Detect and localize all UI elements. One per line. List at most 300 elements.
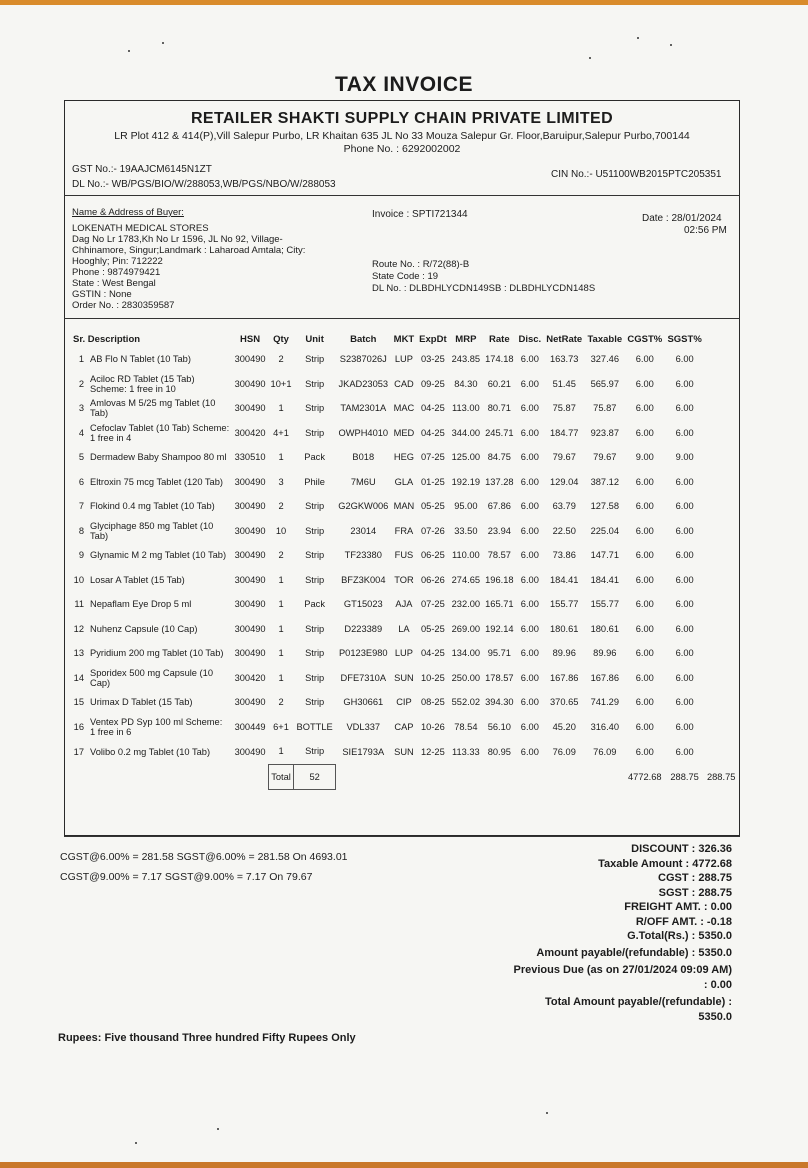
cell-mkt: HEG — [393, 452, 415, 463]
cell-taxable: 180.61 — [590, 623, 619, 634]
cell-qty: 1 — [278, 574, 284, 585]
cell-hsn: 300490 — [234, 501, 266, 512]
amount-payable: Amount payable/(refundable) : 5350.0 — [536, 946, 732, 959]
cell-hsn: 300490 — [234, 623, 266, 634]
column-header: MRP — [455, 333, 477, 345]
cell-cgst: 6.00 — [635, 378, 654, 389]
cell-mrp: 232.00 — [451, 599, 481, 610]
cell-net: 75.87 — [552, 403, 576, 414]
cell-exp: 10-26 — [421, 721, 445, 732]
cell-exp: 07-25 — [421, 452, 445, 463]
table-row — [66, 494, 738, 519]
cell-taxable: 923.87 — [590, 427, 619, 438]
cell-description: Volibo 0.2 mg Tablet (10 Tab) — [90, 746, 211, 757]
cell-mrp: 125.00 — [451, 452, 481, 463]
cell-unit: Phile — [304, 476, 325, 487]
cell-net: 89.96 — [552, 648, 576, 659]
amount-in-words: Rupees: Five thousand Three hundred Fifty Rupees Only — [58, 1032, 356, 1044]
sgst-total: SGST : 288.75 — [658, 886, 732, 899]
cell-hsn: 300490 — [234, 550, 266, 561]
cell-mkt: TOR — [394, 574, 414, 585]
cell-unit: Strip — [305, 403, 325, 414]
cell-unit: Pack — [304, 452, 325, 463]
cell-rate: 60.21 — [487, 378, 511, 389]
cell-mkt: LUP — [394, 648, 413, 659]
cell-net: 184.41 — [550, 574, 579, 585]
cell-sr: 16 — [73, 721, 84, 732]
cell-unit: Strip — [305, 697, 325, 708]
column-header: Qty — [273, 333, 289, 345]
cell-mkt: MAC — [393, 403, 415, 414]
cell-mrp: 243.85 — [451, 354, 481, 365]
cell-cgst: 9.00 — [635, 452, 654, 463]
buyer-address-line: Dag No Lr 1783,Kh No Lr 1596, JL No 92, Village- — [72, 234, 283, 245]
dl-license: DL No. : DLBDHLYCDN149SB : DLBDHLYCDN148S — [372, 283, 596, 294]
table-row — [66, 641, 738, 666]
cell-mkt: SUN — [394, 672, 414, 683]
order-number: Order No. : 2830359587 — [72, 300, 175, 311]
gst-number: GST No.:- 19AAJCM6145N1ZT — [72, 164, 212, 175]
table-row — [66, 519, 738, 544]
cell-hsn: 300449 — [234, 721, 266, 732]
cell-hsn: 330510 — [234, 452, 266, 463]
buyer-phone: Phone : 9874979421 — [72, 267, 161, 278]
cell-cgst: 6.00 — [635, 550, 654, 561]
cell-batch: BFZ3K004 — [341, 574, 386, 585]
summary-block — [512, 842, 732, 1024]
cell-hsn: 300490 — [234, 599, 266, 610]
cell-sgst: 6.00 — [675, 648, 694, 659]
divider — [64, 836, 740, 837]
freight-amount: FREIGHT AMT. : 0.00 — [624, 901, 732, 913]
cell-cgst: 6.00 — [635, 721, 654, 732]
cell-sr: 10 — [73, 574, 84, 585]
cell-batch: S2387026J — [339, 354, 387, 365]
column-header: Batch — [350, 333, 377, 345]
cell-sr: 8 — [78, 525, 84, 536]
round-off: R/OFF AMT. : -0.18 — [635, 915, 732, 928]
table-row — [66, 739, 738, 764]
cell-rate: 78.57 — [487, 550, 511, 561]
cell-net: 167.86 — [550, 672, 579, 683]
cell-description: Glynamic M 2 mg Tablet (10 Tab) — [90, 550, 227, 561]
cell-qty: 3 — [278, 476, 284, 487]
cell-rate: 95.71 — [487, 648, 511, 659]
cell-hsn: 300490 — [234, 476, 266, 487]
cell-rate: 84.75 — [487, 452, 511, 463]
buyer-heading: Name & Address of Buyer: — [72, 207, 184, 218]
cell-sgst: 6.00 — [675, 476, 694, 487]
cell-rate: 245.71 — [485, 427, 514, 438]
cell-sr: 9 — [78, 550, 84, 561]
cell-qty: 1 — [278, 599, 284, 610]
cell-disc: 6.00 — [520, 354, 539, 365]
cell-sr: 6 — [78, 476, 84, 487]
column-header: SGST% — [667, 333, 702, 345]
cell-qty: 1 — [278, 403, 284, 414]
table-row — [66, 617, 738, 642]
cell-mrp: 95.00 — [454, 501, 478, 512]
cell-exp: 06-25 — [421, 550, 445, 561]
cell-unit: Strip — [305, 427, 325, 438]
cell-exp: 06-26 — [421, 574, 445, 585]
cell-disc: 6.00 — [520, 599, 539, 610]
cell-batch: GT15023 — [343, 599, 383, 610]
cell-net: 129.04 — [550, 476, 579, 487]
cell-description: Dermadew Baby Shampoo 80 ml — [90, 452, 227, 463]
cell-disc: 6.00 — [520, 672, 539, 683]
speck — [637, 37, 639, 39]
cell-net: 63.79 — [552, 501, 576, 512]
cell-cgst: 6.00 — [635, 697, 654, 708]
cell-batch: VDL337 — [346, 721, 381, 732]
total-label: Total — [268, 764, 294, 790]
cell-sr: 11 — [74, 599, 84, 610]
cell-qty: 1 — [278, 672, 284, 683]
cell-rate: 178.57 — [485, 672, 514, 683]
table-row — [66, 470, 738, 495]
speck — [670, 44, 672, 46]
document-title: TAX INVOICE — [334, 73, 474, 96]
taxable-amount: Taxable Amount : 4772.68 — [598, 857, 732, 870]
cell-disc: 6.00 — [520, 623, 539, 634]
column-header: NetRate — [546, 333, 583, 345]
cell-disc: 6.00 — [520, 746, 539, 757]
total-taxable: 4772.68 — [627, 771, 662, 782]
dl-number: DL No.:- WB/PGS/BIO/W/288053,WB/PGS/NBO/W/288053 — [72, 179, 336, 190]
cell-mrp: 274.65 — [451, 574, 481, 585]
column-header: Sr. Description — [73, 333, 141, 345]
divider — [64, 318, 740, 319]
items-table — [66, 331, 738, 790]
cell-exp: 07-25 — [421, 599, 445, 610]
cell-unit: Strip — [305, 354, 325, 365]
cell-mkt: MED — [393, 427, 415, 438]
cell-qty: 1 — [278, 746, 284, 757]
cell-disc: 6.00 — [520, 378, 539, 389]
cell-sgst: 6.00 — [675, 599, 694, 610]
cell-cgst: 6.00 — [635, 746, 654, 757]
cell-sgst: 6.00 — [675, 697, 694, 708]
cell-net: 180.61 — [550, 623, 579, 634]
cell-sr: 1 — [78, 354, 84, 365]
cell-taxable: 184.41 — [590, 574, 619, 585]
cell-mkt: CAP — [394, 721, 414, 732]
cell-rate: 80.71 — [487, 403, 511, 414]
cell-qty: 2 — [278, 354, 284, 365]
cell-cgst: 6.00 — [635, 403, 654, 414]
speck — [589, 57, 591, 59]
cell-cgst: 6.00 — [635, 525, 654, 536]
cell-batch: TAM2301A — [340, 403, 387, 414]
cell-rate: 137.28 — [485, 476, 514, 487]
cell-mrp: 250.00 — [451, 672, 481, 683]
cell-sr: 2 — [78, 378, 84, 389]
table-row — [66, 543, 738, 568]
cell-disc: 6.00 — [520, 452, 539, 463]
invoice-time: 02:56 PM — [684, 225, 727, 236]
cell-taxable: 167.86 — [590, 672, 619, 683]
cell-mrp: 113.33 — [451, 746, 480, 757]
cell-disc: 6.00 — [520, 501, 539, 512]
cell-qty: 10+1 — [270, 378, 292, 389]
company-address: LR Plot 412 & 414(P),Vill Salepur Purbo, LR Khaitan 635 JL No 33 Mouza Salepur Gr. Floor,Baruipur,Salepur Purbo,700144 — [114, 130, 690, 142]
cell-disc: 6.00 — [520, 574, 539, 585]
cell-net: 163.73 — [550, 354, 579, 365]
cell-mkt: CAD — [394, 378, 414, 389]
cell-batch: P0123E980 — [338, 648, 388, 659]
cell-batch: OWPH4010 — [338, 427, 389, 438]
cell-sgst: 6.00 — [675, 378, 694, 389]
cell-description: Urimax D Tablet (15 Tab) — [90, 697, 193, 708]
cell-unit: Strip — [305, 672, 325, 683]
cell-cgst: 6.00 — [635, 501, 654, 512]
cell-disc: 6.00 — [520, 721, 539, 732]
cell-mkt: AJA — [395, 599, 413, 610]
cell-description: Eltroxin 75 mcg Tablet (120 Tab) — [90, 476, 223, 487]
cell-disc: 6.00 — [520, 403, 539, 414]
cell-qty: 2 — [278, 550, 284, 561]
grand-total: G.Total(Rs.) : 5350.0 — [627, 930, 732, 942]
cell-taxable: 565.97 — [590, 378, 619, 389]
cell-mkt: GLA — [394, 476, 414, 487]
cell-sgst: 6.00 — [675, 354, 694, 365]
cell-taxable: 225.04 — [590, 525, 619, 536]
cell-description: Aciloc RD Tablet (15 Tab) Scheme: 1 free in 10 — [90, 373, 195, 394]
cell-batch: 23014 — [350, 525, 377, 536]
cell-exp: 09-25 — [421, 378, 445, 389]
cell-batch: SIE1793A — [342, 746, 385, 757]
cell-net: 370.65 — [550, 697, 579, 708]
cell-sgst: 6.00 — [675, 403, 694, 414]
cell-description: Nepaflam Eye Drop 5 ml — [90, 599, 192, 610]
cell-unit: Strip — [305, 501, 325, 512]
cell-mkt: LA — [398, 623, 410, 634]
table-row — [66, 372, 738, 397]
speck — [135, 1142, 137, 1144]
cell-net: 51.45 — [552, 378, 576, 389]
cell-exp: 01-25 — [421, 476, 445, 487]
speck — [217, 1128, 219, 1130]
cell-cgst: 6.00 — [635, 574, 654, 585]
invoice-date: Date : 28/01/2024 — [642, 213, 722, 224]
cell-disc: 6.00 — [520, 697, 539, 708]
cell-sgst: 6.00 — [675, 550, 694, 561]
cell-taxable: 76.09 — [593, 746, 617, 757]
cell-taxable: 79.67 — [593, 452, 617, 463]
cell-hsn: 300490 — [234, 574, 266, 585]
total-qty: 52 — [294, 764, 335, 790]
company-name: RETAILER SHAKTI SUPPLY CHAIN PRIVATE LIMITED — [190, 110, 614, 127]
cell-qty: 4+1 — [273, 427, 289, 438]
cell-qty: 1 — [278, 623, 284, 634]
cell-rate: 192.14 — [485, 623, 514, 634]
cell-cgst: 6.00 — [635, 648, 654, 659]
cell-mrp: 33.50 — [454, 525, 478, 536]
table-row — [66, 666, 738, 691]
cell-cgst: 6.00 — [635, 427, 654, 438]
top-edge — [0, 0, 808, 5]
cell-exp: 03-25 — [421, 354, 445, 365]
cell-description: Flokind 0.4 mg Tablet (10 Tab) — [90, 501, 215, 512]
speck — [162, 42, 164, 44]
cell-exp: 07-26 — [421, 525, 445, 536]
totals-row — [66, 764, 738, 790]
column-header: CGST% — [627, 333, 663, 345]
cell-batch: TF23380 — [344, 550, 382, 561]
cell-qty: 6+1 — [273, 721, 289, 732]
cell-sr: 12 — [73, 623, 84, 634]
column-header: Disc. — [518, 333, 542, 345]
cell-unit: Strip — [305, 648, 325, 659]
cell-cgst: 6.00 — [635, 354, 654, 365]
cell-batch: D223389 — [344, 623, 383, 634]
table-row — [66, 592, 738, 617]
buyer-address-line: Chhinamore, Singur;Landmark : Laharoad Amtala; City: — [72, 245, 306, 256]
cell-sgst: 6.00 — [675, 672, 694, 683]
cell-taxable: 327.46 — [590, 354, 619, 365]
column-header: Taxable — [587, 333, 623, 345]
cell-cgst: 6.00 — [635, 672, 654, 683]
cell-batch: B018 — [352, 452, 375, 463]
cell-mkt: FUS — [394, 550, 414, 561]
cell-batch: 7M6U — [350, 476, 376, 487]
cell-qty: 1 — [278, 452, 284, 463]
invoice-number: Invoice : SPTI721344 — [372, 209, 468, 220]
route-number: Route No. : R/72(88)-B — [372, 259, 470, 270]
cell-exp: 12-25 — [421, 746, 445, 757]
cell-net: 79.67 — [552, 452, 576, 463]
discount: DISCOUNT : 326.36 — [631, 843, 732, 855]
cell-taxable: 741.29 — [590, 697, 619, 708]
cell-mrp: 344.00 — [451, 427, 481, 438]
cell-hsn: 300420 — [234, 672, 266, 683]
cell-rate: 56.10 — [487, 721, 511, 732]
cin-number: CIN No.:- U51100WB2015PTC205351 — [551, 169, 722, 180]
cell-rate: 67.86 — [487, 501, 511, 512]
speck — [546, 1112, 548, 1114]
column-header: HSN — [240, 333, 261, 345]
cell-mkt: MAN — [393, 501, 415, 512]
cell-unit: Strip — [305, 746, 325, 757]
cell-hsn: 300490 — [234, 697, 266, 708]
cell-mrp: 134.00 — [451, 648, 481, 659]
table-row — [66, 396, 738, 421]
cell-rate: 174.18 — [485, 354, 514, 365]
cell-unit: Pack — [304, 599, 325, 610]
cell-sgst: 9.00 — [675, 452, 694, 463]
cell-mkt: FRA — [394, 525, 414, 536]
cell-sgst: 6.00 — [675, 427, 694, 438]
cell-exp: 10-25 — [421, 672, 445, 683]
cell-taxable: 155.77 — [590, 599, 619, 610]
cell-unit: Strip — [305, 378, 325, 389]
cell-taxable: 147.71 — [590, 550, 619, 561]
cell-taxable: 387.12 — [590, 476, 619, 487]
table-row — [66, 690, 738, 715]
cell-sgst: 6.00 — [675, 623, 694, 634]
cell-qty: 2 — [278, 697, 284, 708]
cell-batch: G2GKW006 — [338, 501, 389, 512]
cell-hsn: 300490 — [234, 648, 266, 659]
cell-rate: 80.95 — [487, 746, 511, 757]
cell-disc: 6.00 — [520, 648, 539, 659]
table-header-row — [66, 331, 738, 347]
cell-description: Ventex PD Syp 100 ml Scheme: 1 free in 6 — [90, 716, 223, 737]
cell-unit: BOTTLE — [296, 721, 333, 732]
cell-mrp: 269.00 — [451, 623, 481, 634]
cell-mkt: SUN — [394, 746, 414, 757]
table-row — [66, 568, 738, 593]
cell-exp: 04-25 — [421, 648, 445, 659]
cell-hsn: 300490 — [234, 525, 266, 536]
cell-qty: 1 — [278, 648, 284, 659]
cell-mkt: LUP — [394, 354, 413, 365]
divider — [64, 195, 740, 196]
cell-cgst: 6.00 — [635, 599, 654, 610]
cell-sr: 13 — [73, 648, 84, 659]
cell-mkt: CIP — [396, 697, 412, 708]
table-row — [66, 347, 738, 372]
cell-rate: 394.30 — [485, 697, 514, 708]
cell-disc: 6.00 — [520, 525, 539, 536]
cell-net: 45.20 — [552, 721, 576, 732]
cell-description: Losar A Tablet (15 Tab) — [90, 574, 185, 585]
cell-sr: 15 — [73, 697, 84, 708]
cell-sgst: 6.00 — [675, 525, 694, 536]
cell-sr: 4 — [78, 427, 84, 438]
cell-taxable: 75.87 — [593, 403, 617, 414]
cell-hsn: 300420 — [234, 427, 266, 438]
cell-batch: GH30661 — [343, 697, 384, 708]
table-row — [66, 715, 738, 740]
buyer-name: LOKENATH MEDICAL STORES — [72, 223, 209, 234]
cell-sgst: 6.00 — [675, 501, 694, 512]
cell-rate: 165.71 — [485, 599, 514, 610]
cell-sr: 17 — [73, 746, 84, 757]
speck — [128, 50, 130, 52]
cell-net: 155.77 — [550, 599, 579, 610]
cell-rate: 23.94 — [487, 525, 511, 536]
buyer-state: State : West Bengal — [72, 278, 156, 289]
column-header: MKT — [393, 333, 415, 345]
buyer-address-line: Hooghly; Pin: 712222 — [72, 256, 163, 267]
total-amount-payable: Total Amount payable/(refundable) : 5350.0 — [544, 996, 732, 1023]
cell-mrp: 78.54 — [454, 721, 478, 732]
cell-hsn: 300490 — [234, 403, 266, 414]
cell-description: Nuhenz Capsule (10 Cap) — [90, 623, 198, 634]
cell-disc: 6.00 — [520, 427, 539, 438]
cell-mrp: 84.30 — [454, 378, 478, 389]
cell-disc: 6.00 — [520, 550, 539, 561]
cell-cgst: 6.00 — [635, 623, 654, 634]
cell-description: Amlovas M 5/25 mg Tablet (10 Tab) — [90, 398, 216, 419]
cell-exp: 05-25 — [421, 623, 445, 634]
total-sgst: 288.75 — [706, 771, 736, 782]
cell-exp: 04-25 — [421, 403, 445, 414]
cell-sgst: 6.00 — [675, 721, 694, 732]
cell-exp: 08-25 — [421, 697, 445, 708]
total-cgst: 288.75 — [670, 771, 699, 782]
column-header: Rate — [489, 333, 510, 345]
table-row — [66, 421, 738, 446]
previous-due: Previous Due (as on 27/01/2024 09:09 AM) : 0.00 — [513, 964, 732, 991]
cell-unit: Strip — [305, 550, 325, 561]
cell-description: Glyciphage 850 mg Tablet (10 Tab) — [90, 520, 214, 541]
cell-exp: 05-25 — [421, 501, 445, 512]
cell-taxable: 127.58 — [590, 501, 619, 512]
table-row — [66, 445, 738, 470]
